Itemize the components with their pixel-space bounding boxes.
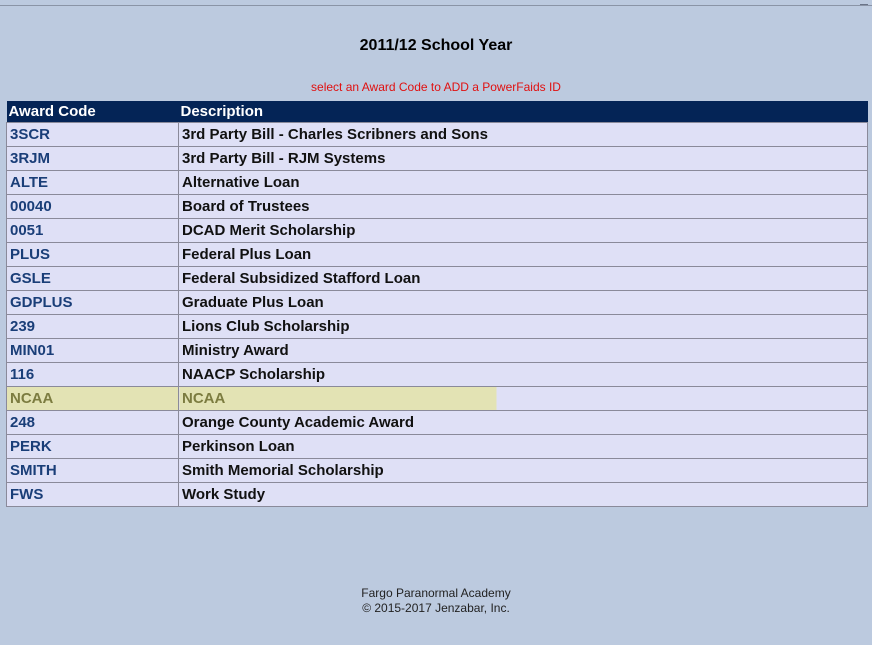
- table-row[interactable]: [7, 147, 868, 171]
- award-code-cell[interactable]: NCAA: [7, 387, 179, 411]
- description-cell[interactable]: DCAD Merit Scholarship: [179, 219, 868, 243]
- table-row[interactable]: [7, 195, 868, 219]
- description-cell[interactable]: NCAA: [179, 387, 868, 411]
- column-header-description: Description: [179, 101, 868, 123]
- description-cell[interactable]: 3rd Party Bill - RJM Systems: [179, 147, 868, 171]
- description-cell[interactable]: Lions Club Scholarship: [179, 315, 868, 339]
- footer: [0, 586, 872, 616]
- table-row[interactable]: [7, 339, 868, 363]
- page-title: 2011/12 School Year: [359, 37, 513, 54]
- table-row-highlighted[interactable]: [7, 387, 868, 411]
- table-row[interactable]: [7, 363, 868, 387]
- description-cell[interactable]: Work Study: [179, 483, 868, 507]
- table-row[interactable]: [7, 291, 868, 315]
- award-code-cell[interactable]: PLUS: [7, 243, 179, 267]
- description-cell[interactable]: Board of Trustees: [179, 195, 868, 219]
- table-row[interactable]: [7, 435, 868, 459]
- table-row[interactable]: [7, 483, 868, 507]
- table-row[interactable]: [7, 315, 868, 339]
- table-row[interactable]: [7, 123, 868, 147]
- award-code-table: [6, 101, 868, 507]
- award-code-cell[interactable]: 0051: [7, 219, 179, 243]
- description-cell[interactable]: Smith Memorial Scholarship: [179, 459, 868, 483]
- description-cell[interactable]: Perkinson Loan: [179, 435, 868, 459]
- table-row[interactable]: [7, 243, 868, 267]
- award-code-cell[interactable]: 3SCR: [7, 123, 179, 147]
- award-code-cell[interactable]: 00040: [7, 195, 179, 219]
- award-code-cell[interactable]: GDPLUS: [7, 291, 179, 315]
- award-code-cell[interactable]: 239: [7, 315, 179, 339]
- scroll-marker: [860, 4, 868, 5]
- table-row[interactable]: [7, 171, 868, 195]
- table-header-row: [7, 101, 868, 123]
- award-code-cell[interactable]: SMITH: [7, 459, 179, 483]
- description-cell[interactable]: NAACP Scholarship: [179, 363, 868, 387]
- column-header-award-code: Award Code: [7, 101, 179, 123]
- description-cell[interactable]: Graduate Plus Loan: [179, 291, 868, 315]
- footer-institution: Fargo Paranormal Academy: [361, 586, 511, 600]
- award-code-cell[interactable]: GSLE: [7, 267, 179, 291]
- description-cell[interactable]: Ministry Award: [179, 339, 868, 363]
- description-cell[interactable]: Federal Subsidized Stafford Loan: [179, 267, 868, 291]
- window-top-border: [0, 0, 872, 6]
- table-row[interactable]: [7, 219, 868, 243]
- award-code-cell[interactable]: PERK: [7, 435, 179, 459]
- award-code-cell[interactable]: FWS: [7, 483, 179, 507]
- table-row[interactable]: [7, 459, 868, 483]
- description-cell[interactable]: Orange County Academic Award: [179, 411, 868, 435]
- instruction-text: select an Award Code to ADD a PowerFaids ID: [311, 80, 561, 94]
- description-cell[interactable]: Alternative Loan: [179, 171, 868, 195]
- table-row[interactable]: [7, 267, 868, 291]
- award-code-cell[interactable]: 116: [7, 363, 179, 387]
- description-cell[interactable]: 3rd Party Bill - Charles Scribners and Sons: [179, 123, 868, 147]
- award-code-cell[interactable]: MIN01: [7, 339, 179, 363]
- award-code-cell[interactable]: ALTE: [7, 171, 179, 195]
- table-row[interactable]: [7, 411, 868, 435]
- description-cell[interactable]: Federal Plus Loan: [179, 243, 868, 267]
- award-code-cell[interactable]: 248: [7, 411, 179, 435]
- award-code-cell[interactable]: 3RJM: [7, 147, 179, 171]
- footer-copyright: © 2015-2017 Jenzabar, Inc.: [362, 601, 510, 615]
